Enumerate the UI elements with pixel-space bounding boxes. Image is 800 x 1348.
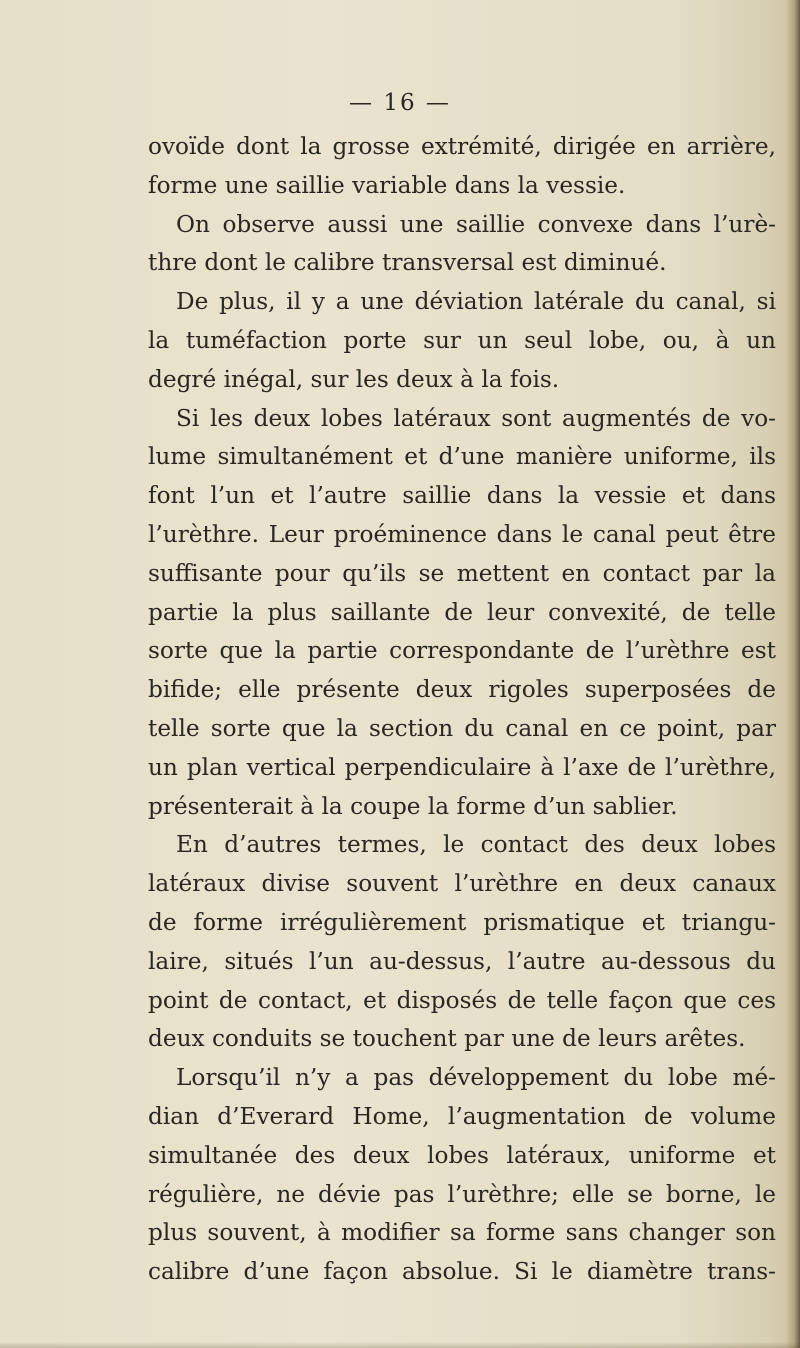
page-right-shadow	[786, 0, 800, 1348]
text-line: laire, situés l’un au-dessus, l’autre au-dessous du	[148, 947, 776, 975]
body-text	[148, 128, 776, 1292]
text-line: Si les deux lobes latéraux sont augmentés de vo-	[176, 404, 776, 432]
text-line: dian d’Everard Home, l’augmentation de volume	[148, 1102, 776, 1130]
text-line: degré inégal, sur les deux à la fois.	[148, 365, 560, 393]
text-line: de forme irrégulièrement prismatique et triangu-	[148, 908, 776, 936]
text-line: En d’autres termes, le contact des deux lobes	[176, 831, 776, 859]
text-line: Lorsqu’il n’y a pas développement du lobe mé-	[176, 1064, 776, 1092]
text-line: telle sorte que la section du canal en ce point, par	[148, 714, 776, 742]
text-line: ovoïde dont la grosse extrémité, dirigée en arrière,	[148, 133, 776, 160]
page-number: — 16 —	[349, 90, 451, 116]
text-line: latéraux divise souvent l’urèthre en deux canaux	[148, 870, 776, 898]
text-line: plus souvent, à modifier sa forme sans changer son	[148, 1219, 776, 1247]
text-line: bifide; elle présente deux rigoles superposées de	[148, 676, 776, 704]
text-line: suffisante pour qu’ils se mettent en contact par la	[148, 559, 776, 587]
text-line: la tuméfaction porte sur un seul lobe, ou, à un	[148, 326, 776, 354]
text-line: font l’un et l’autre saillie dans la vessie et dans	[148, 482, 776, 510]
text-line: calibre d’une façon absolue. Si le diamètre trans-	[148, 1258, 776, 1286]
text-line: point de contact, et disposés de telle façon que ces	[148, 986, 776, 1014]
text-line: De plus, il y a une déviation latérale du canal, si	[176, 288, 776, 316]
text-line: lume simultanément et d’une manière uniforme, ils	[148, 443, 776, 471]
text-line: sorte que la partie correspondante de l’urèthre est	[148, 637, 776, 665]
text-line: l’urèthre. Leur proéminence dans le canal peut être	[148, 520, 776, 548]
text-line: forme une saillie variable dans la vessie.	[148, 171, 626, 199]
text-line: simultanée des deux lobes latéraux, uniforme et	[148, 1141, 776, 1169]
text-line: régulière, ne dévie pas l’urèthre; elle se borne, le	[148, 1180, 776, 1208]
text-line: deux conduits se touchent par une de leurs arêtes.	[148, 1025, 746, 1053]
text-line: partie la plus saillante de leur convexité, de telle	[148, 598, 776, 626]
text-line: un plan vertical perpendiculaire à l’axe de l’urèthre,	[148, 753, 776, 781]
text-line: On observe aussi une saillie convexe dans l’urè-	[176, 210, 776, 238]
text-line: thre dont le calibre transversal est diminué.	[148, 249, 667, 277]
page-bottom-shadow	[0, 1342, 800, 1348]
text-line: présenterait à la coupe la forme d’un sablier.	[148, 792, 678, 820]
